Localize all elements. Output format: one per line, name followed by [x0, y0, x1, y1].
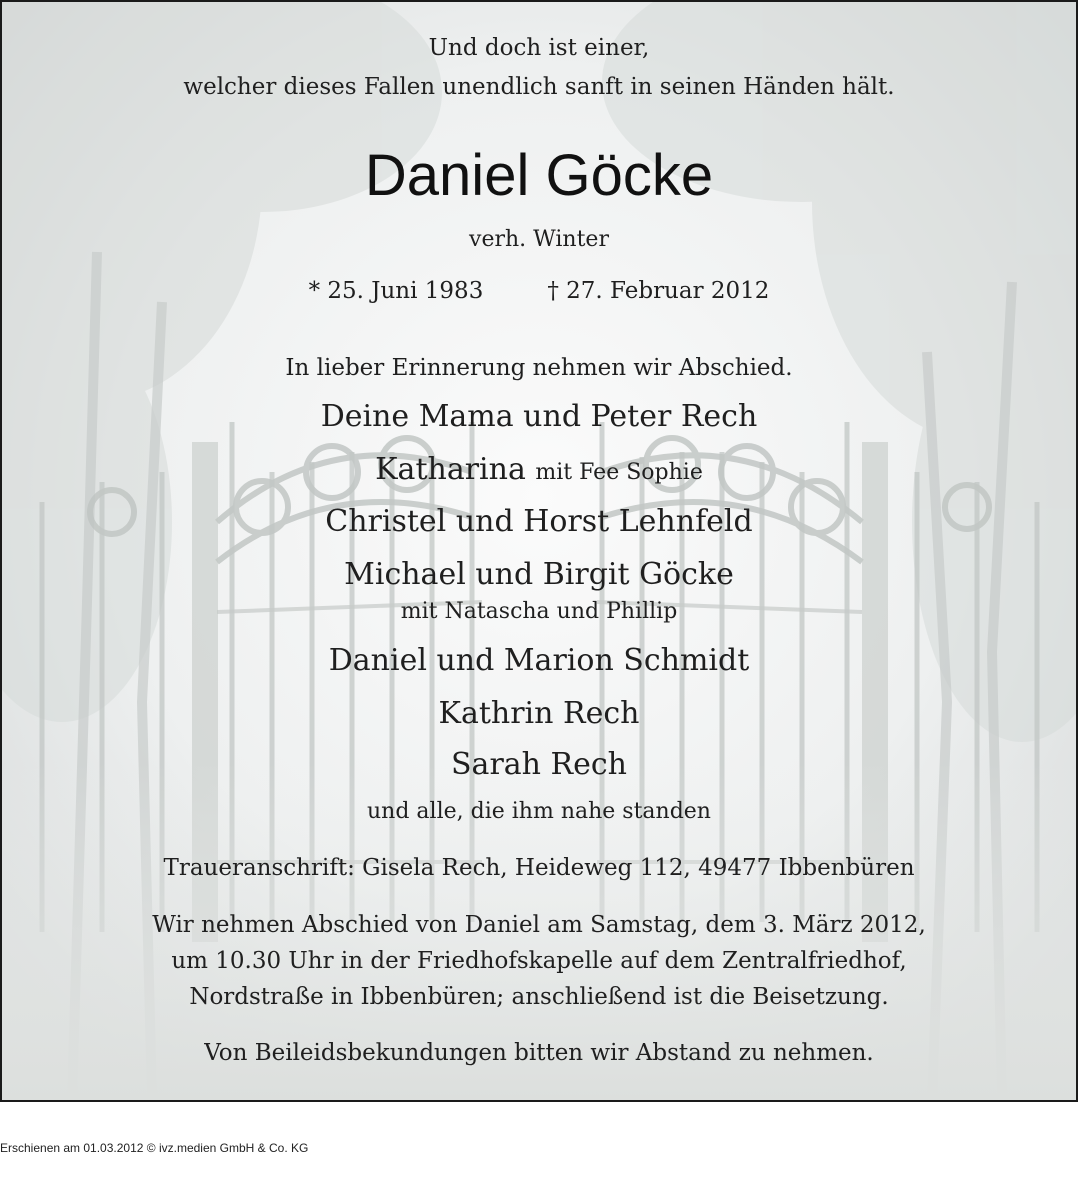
closing-mourners: und alle, die ihm nahe standen: [367, 799, 711, 824]
motto-line-2: welcher dieses Fallen unendlich sanft in seinen Händen hält.: [183, 74, 895, 100]
mourner-4-note: mit Natascha und Phillip: [400, 599, 678, 624]
publication-footer: Erschienen am 01.03.2012 © ivz.medien GmbH & Co. KG: [0, 1141, 309, 1155]
mourning-address: Traueranschrift: Gisela Rech, Heideweg 112, 49477 Ibbenbüren: [163, 855, 915, 881]
deceased-name: Daniel Göcke: [364, 143, 714, 208]
intro-text: In lieber Erinnerung nehmen wir Abschied.: [285, 355, 793, 381]
mourner-3: Christel und Horst Lehnfeld: [325, 504, 753, 539]
mourner-1: Deine Mama und Peter Rech: [320, 399, 758, 434]
death-date: † 27. Februar 2012: [547, 278, 770, 304]
mourner-2-name: Katharina: [375, 452, 526, 487]
mourner-6: Kathrin Rech: [438, 696, 640, 731]
mourner-2: [2, 452, 1076, 487]
service-line-2: um 10.30 Uhr in der Friedhofskapelle auf dem Zentralfriedhof,: [171, 948, 907, 974]
mourner-2-suffix: mit Fee Sophie: [535, 460, 703, 485]
service-line-3: Nordstraße in Ibbenbüren; anschließend ist die Beisetzung.: [189, 984, 889, 1010]
life-dates: [2, 278, 1076, 304]
service-line-1: Wir nehmen Abschied von Daniel am Samstag, dem 3. März 2012,: [152, 912, 926, 938]
obituary-text: [2, 2, 1076, 1100]
mourner-5: Daniel und Marion Schmidt: [328, 643, 750, 678]
motto-line-1: Und doch ist einer,: [428, 35, 650, 61]
birth-date: * 25. Juni 1983: [308, 278, 484, 304]
mourner-7: Sarah Rech: [451, 747, 627, 782]
mourner-4: Michael und Birgit Göcke: [344, 557, 734, 592]
condolence-request: Von Beileidsbekundungen bitten wir Abstand zu nehmen.: [204, 1040, 874, 1066]
married-name: verh. Winter: [469, 227, 609, 252]
